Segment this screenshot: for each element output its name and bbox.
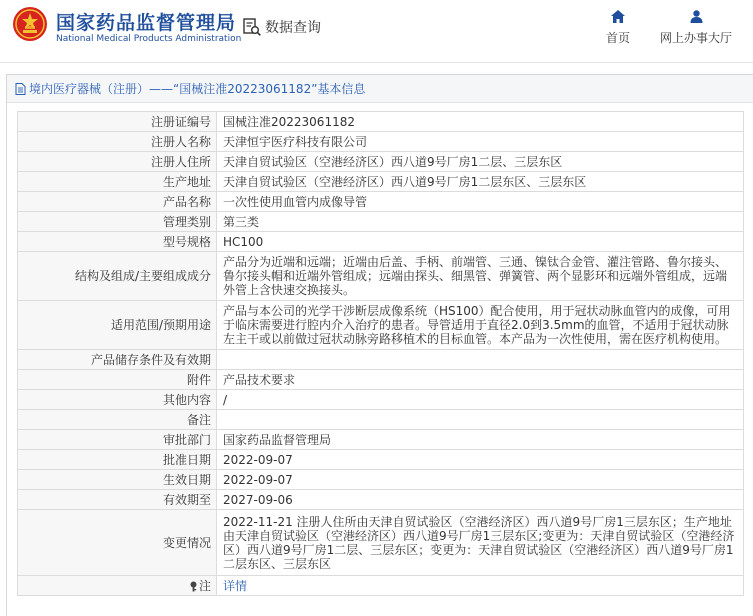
field-value <box>217 350 744 370</box>
table-row <box>18 301 744 350</box>
table-row <box>18 470 744 490</box>
field-value: 天津恒宇医疗科技有限公司 <box>217 132 744 152</box>
table-row <box>18 172 744 192</box>
table-row <box>18 576 744 596</box>
table-row <box>18 112 744 132</box>
data-query-link[interactable] <box>242 16 321 38</box>
document-search-icon <box>242 17 262 37</box>
field-label: 批准日期 <box>18 450 217 470</box>
field-value: 天津自贸试验区（空港经济区）西八道9号厂房1二层、三层东区 <box>217 152 744 172</box>
field-label: 产品储存条件及有效期 <box>18 350 217 370</box>
document-icon <box>15 83 26 95</box>
field-label: 其他内容 <box>18 390 217 410</box>
field-label: 生效日期 <box>18 470 217 490</box>
field-value: 产品与本公司的光学干涉断层成像系统（HS100）配合使用，用于冠状动脉血管内的成像，可用于临床需要进行腔内介入治疗的患者。导管适用于直径2.0到3.5mm的血管，不适用于冠状动脉左主干或以前做过冠状动脉旁路移植术的目标血管。本产品为一次性使用，需在医疗机构使用。 <box>217 301 744 350</box>
table-row <box>18 390 744 410</box>
user-icon <box>690 10 703 23</box>
field-label: 适用范围/预期用途 <box>18 301 217 350</box>
field-label: 产品名称 <box>18 192 217 212</box>
field-label: 变更情况 <box>18 510 217 576</box>
field-value: 一次性使用血管内成像导管 <box>217 192 744 212</box>
nav-home-label: 首页 <box>605 31 630 45</box>
panel-title: 境内医疗器械（注册）——“国械注准20223061182”基本信息 <box>29 82 366 96</box>
basic-info-table <box>17 111 744 596</box>
field-value: 产品分为近端和远端；近端由后盖、手柄、前端管、三通、镍钛合金管、灌注管路、鲁尔接头、鲁尔接头帽和近端外管组成；远端由探头、细黑管、弹簧管、两个显影环和远端外管组成，远端外管上含快速交换接头。 <box>217 252 744 301</box>
field-label: 附件 <box>18 370 217 390</box>
field-label: 备注 <box>18 410 217 430</box>
site-header <box>0 0 753 62</box>
table-row <box>18 252 744 301</box>
field-value: / <box>217 390 744 410</box>
field-label: 型号规格 <box>18 232 217 252</box>
brand-title-cn: 国家药品监督管理局 <box>56 12 237 34</box>
table-row <box>18 152 744 172</box>
nav-home[interactable] <box>598 10 638 46</box>
field-label: 管理类别 <box>18 212 217 232</box>
table-row <box>18 192 744 212</box>
field-value: 产品技术要求 <box>217 370 744 390</box>
nav-online-office-label: 网上办事大厅 <box>659 31 732 45</box>
table-row <box>18 232 744 252</box>
field-value: HC100 <box>217 232 744 252</box>
field-value: 2022-11-21 注册人住所由天津自贸试验区（空港经济区）西八道9号厂房1三层东区；生产地址由天津自贸试验区（空港经济区）西八道9号厂房1三层东区;变更为：天津自贸试验区（空港经济区）西八道9号厂房1二层、三层东区；变更为：天津自贸试验区（空港经济区）西八道9号厂房1二层东区、三层东区 <box>217 510 744 576</box>
details-link[interactable]: 详情 <box>223 578 248 593</box>
home-icon <box>611 10 625 23</box>
field-label: 有效期至 <box>18 490 217 510</box>
field-value: 2022-09-07 <box>217 470 744 490</box>
field-value: 国家药品监督管理局 <box>217 430 744 450</box>
field-value: 国械注准20223061182 <box>217 112 744 132</box>
field-label: 注册证编号 <box>18 112 217 132</box>
table-row <box>18 410 744 430</box>
table-row <box>18 450 744 470</box>
field-label: 生产地址 <box>18 172 217 192</box>
field-label: 注册人住所 <box>18 152 217 172</box>
table-row <box>18 370 744 390</box>
field-label: 注册人名称 <box>18 132 217 152</box>
field-value-cell <box>217 576 744 596</box>
detail-panel <box>6 74 753 616</box>
brand-title-en: National Medical Products Administration <box>56 34 242 44</box>
table-row <box>18 510 744 576</box>
data-query-label: 数据查询 <box>265 20 321 36</box>
field-label: 审批部门 <box>18 430 217 450</box>
table-row <box>18 430 744 450</box>
field-value: 2027-09-06 <box>217 490 744 510</box>
table-row <box>18 350 744 370</box>
field-value: 2022-09-07 <box>217 450 744 470</box>
table-row <box>18 212 744 232</box>
key-icon <box>189 581 198 592</box>
field-label: 结构及组成/主要组成成分 <box>18 252 217 301</box>
field-value <box>217 410 744 430</box>
national-emblem-icon <box>12 6 48 42</box>
table-row <box>18 490 744 510</box>
header-divider <box>0 62 753 63</box>
field-value: 天津自贸试验区（空港经济区）西八道9号厂房1二层东区、三层东区 <box>217 172 744 192</box>
table-row <box>18 132 744 152</box>
panel-title-bar <box>7 75 753 103</box>
field-label: 注 <box>198 578 211 593</box>
field-value: 第三类 <box>217 212 744 232</box>
nav-online-office[interactable] <box>656 10 736 46</box>
note-label-cell <box>18 576 217 596</box>
